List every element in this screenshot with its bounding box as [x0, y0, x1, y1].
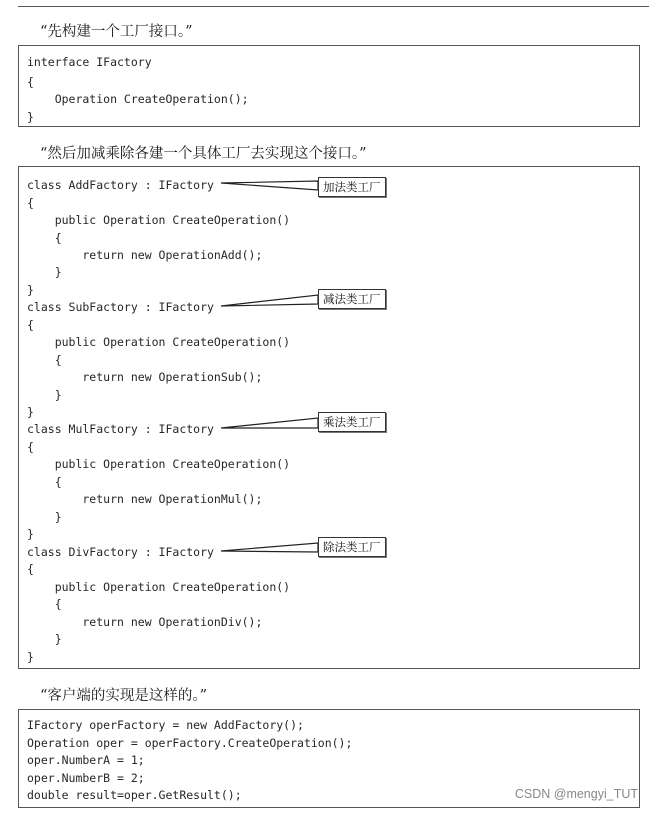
code-line-div-class: class DivFactory : IFactory [27, 545, 214, 559]
code-line: return new OperationDiv(); [27, 615, 263, 629]
code-line: return new OperationMul(); [27, 492, 263, 506]
code-line-sub-class: class SubFactory : IFactory [27, 300, 214, 314]
code-line: { [27, 353, 62, 367]
code-line: return new OperationSub(); [27, 370, 263, 384]
code-line: { [27, 475, 62, 489]
top-rule [18, 6, 649, 7]
code-line: interface IFactory [27, 55, 152, 69]
code-line: } [27, 265, 62, 279]
interface-code-box [18, 45, 640, 127]
mul-factory-callout: 乘法类工厂 [318, 412, 386, 432]
code-line: } [27, 527, 34, 541]
code-line: Operation CreateOperation(); [27, 92, 249, 106]
code-line-add-class: class AddFactory : IFactory [27, 178, 214, 192]
code-line: public Operation CreateOperation() [27, 335, 291, 349]
div-factory-callout: 除法类工厂 [318, 537, 386, 557]
code-line: { [27, 597, 62, 611]
code-line: } [27, 110, 34, 124]
code-line: } [27, 650, 34, 664]
code-line: public Operation CreateOperation() [27, 580, 291, 594]
csdn-watermark: CSDN @mengyi_TUT [514, 787, 638, 801]
code-line: double result=oper.GetResult(); [27, 788, 242, 802]
code-line: { [27, 196, 34, 210]
code-line: oper.NumberB = 2; [27, 771, 145, 785]
code-line: } [27, 632, 62, 646]
add-factory-callout: 加法类工厂 [318, 177, 386, 197]
code-line: Operation oper = operFactory.CreateOperation(); [27, 736, 353, 750]
code-line: } [27, 510, 62, 524]
caption-client: “客户端的实现是这样的。” [40, 688, 208, 704]
code-line: oper.NumberA = 1; [27, 753, 145, 767]
code-line: public Operation CreateOperation() [27, 457, 291, 471]
code-line: public Operation CreateOperation() [27, 213, 291, 227]
code-line: IFactory operFactory = new AddFactory(); [27, 718, 304, 732]
code-line: } [27, 388, 62, 402]
code-line: { [27, 440, 34, 454]
code-line: { [27, 75, 34, 89]
code-line: { [27, 318, 34, 332]
code-line: { [27, 562, 34, 576]
sub-factory-callout: 减法类工厂 [318, 289, 386, 309]
caption-concrete-factories: “然后加减乘除各建一个具体工厂去实现这个接口。” [40, 146, 367, 162]
code-line-mul-class: class MulFactory : IFactory [27, 422, 214, 436]
caption-interface: “先构建一个工厂接口。” [40, 24, 193, 40]
code-line: } [27, 283, 34, 297]
code-line: { [27, 231, 62, 245]
code-line: return new OperationAdd(); [27, 248, 263, 262]
code-line: } [27, 405, 34, 419]
